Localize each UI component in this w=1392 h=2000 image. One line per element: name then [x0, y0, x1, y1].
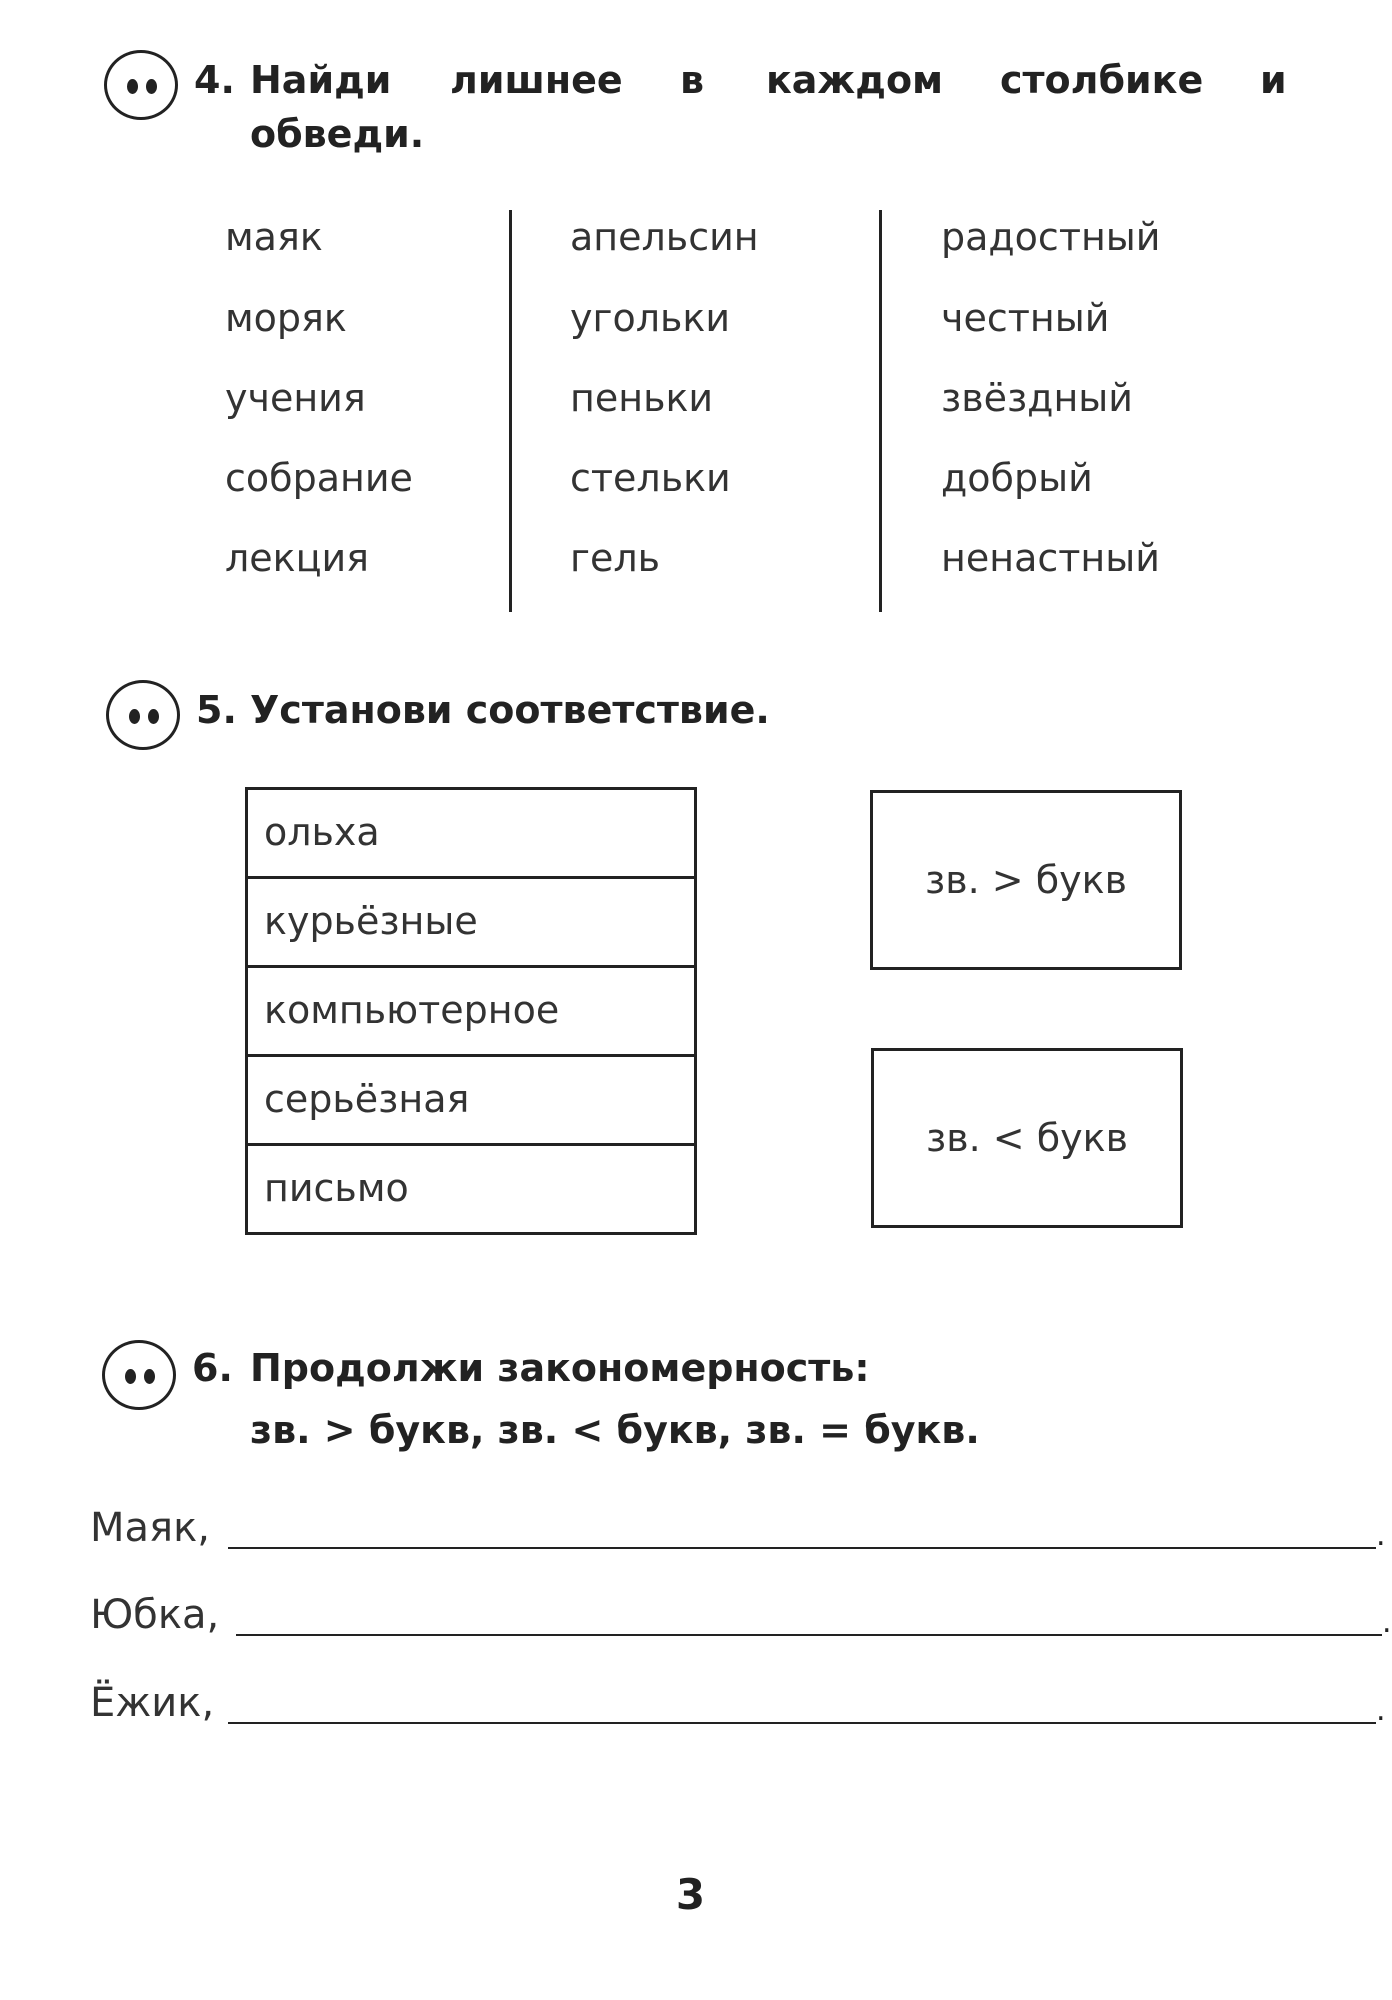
task5-number: 5. — [196, 688, 237, 732]
answer-line-label: Ёжик, — [90, 1680, 215, 1726]
column3-word[interactable]: радостный — [941, 215, 1161, 259]
column1-word[interactable]: моряк — [225, 296, 347, 340]
answer-line-label: Юбка, — [90, 1592, 220, 1638]
face-icon — [104, 50, 178, 120]
line-period: . — [1376, 1518, 1386, 1553]
column1-word[interactable]: лекция — [225, 536, 370, 580]
column3-word[interactable]: звёздный — [941, 376, 1134, 420]
match-box-fewer-sounds[interactable]: зв. < букв — [871, 1048, 1183, 1228]
column3-word[interactable]: честный — [941, 296, 1110, 340]
task4-word: Найди — [250, 58, 392, 102]
column1-word[interactable]: учения — [225, 376, 366, 420]
answer-line — [90, 1505, 1386, 1555]
task4-title-line2: обведи. — [250, 112, 425, 156]
column2-word[interactable]: апельсин — [570, 215, 759, 259]
answer-input-line[interactable] — [228, 1547, 1376, 1549]
task5-title: Установи соответствие. — [250, 688, 770, 732]
answer-line — [90, 1592, 1392, 1642]
column1-word[interactable]: собрание — [225, 456, 413, 500]
answer-line-label: Маяк, — [90, 1505, 210, 1551]
task6-pattern: зв. > букв, зв. < букв, зв. = букв. — [250, 1408, 980, 1452]
task4-word: лишнее — [450, 58, 623, 102]
column-divider — [509, 210, 512, 612]
column2-word[interactable]: угольки — [570, 296, 731, 340]
face-icon — [102, 1340, 176, 1410]
table-row[interactable]: серьёзная — [248, 1057, 694, 1146]
face-icon — [106, 680, 180, 750]
task4-word: каждом — [766, 58, 944, 102]
column2-word[interactable]: стельки — [570, 456, 731, 500]
answer-input-line[interactable] — [228, 1722, 1376, 1724]
task6-number: 6. — [192, 1346, 233, 1390]
match-box-more-sounds[interactable]: зв. > букв — [870, 790, 1182, 970]
column3-word[interactable]: ненастный — [941, 536, 1160, 580]
table-row[interactable]: ольха — [248, 790, 694, 879]
line-period: . — [1376, 1693, 1386, 1728]
task4-word: и — [1260, 58, 1287, 102]
column1-word[interactable]: маяк — [225, 215, 323, 259]
column-divider — [879, 210, 882, 612]
table-row[interactable]: письмо — [264, 1166, 409, 1210]
words-table — [245, 787, 697, 1235]
task4-number: 4. — [194, 58, 235, 102]
table-row[interactable]: компьютерное — [248, 968, 694, 1057]
line-period: . — [1382, 1605, 1392, 1640]
answer-input-line[interactable] — [236, 1634, 1382, 1636]
page-number: 3 — [675, 1870, 706, 1919]
task6-title: Продолжи закономерность: — [250, 1346, 870, 1390]
task4-word: в — [680, 58, 705, 102]
column3-word[interactable]: добрый — [941, 456, 1093, 500]
column2-word[interactable]: пеньки — [570, 376, 714, 420]
answer-line — [90, 1680, 1386, 1730]
table-row[interactable]: курьёзные — [248, 879, 694, 968]
column2-word[interactable]: гель — [570, 536, 661, 580]
task4-word: столбике — [1000, 58, 1204, 102]
